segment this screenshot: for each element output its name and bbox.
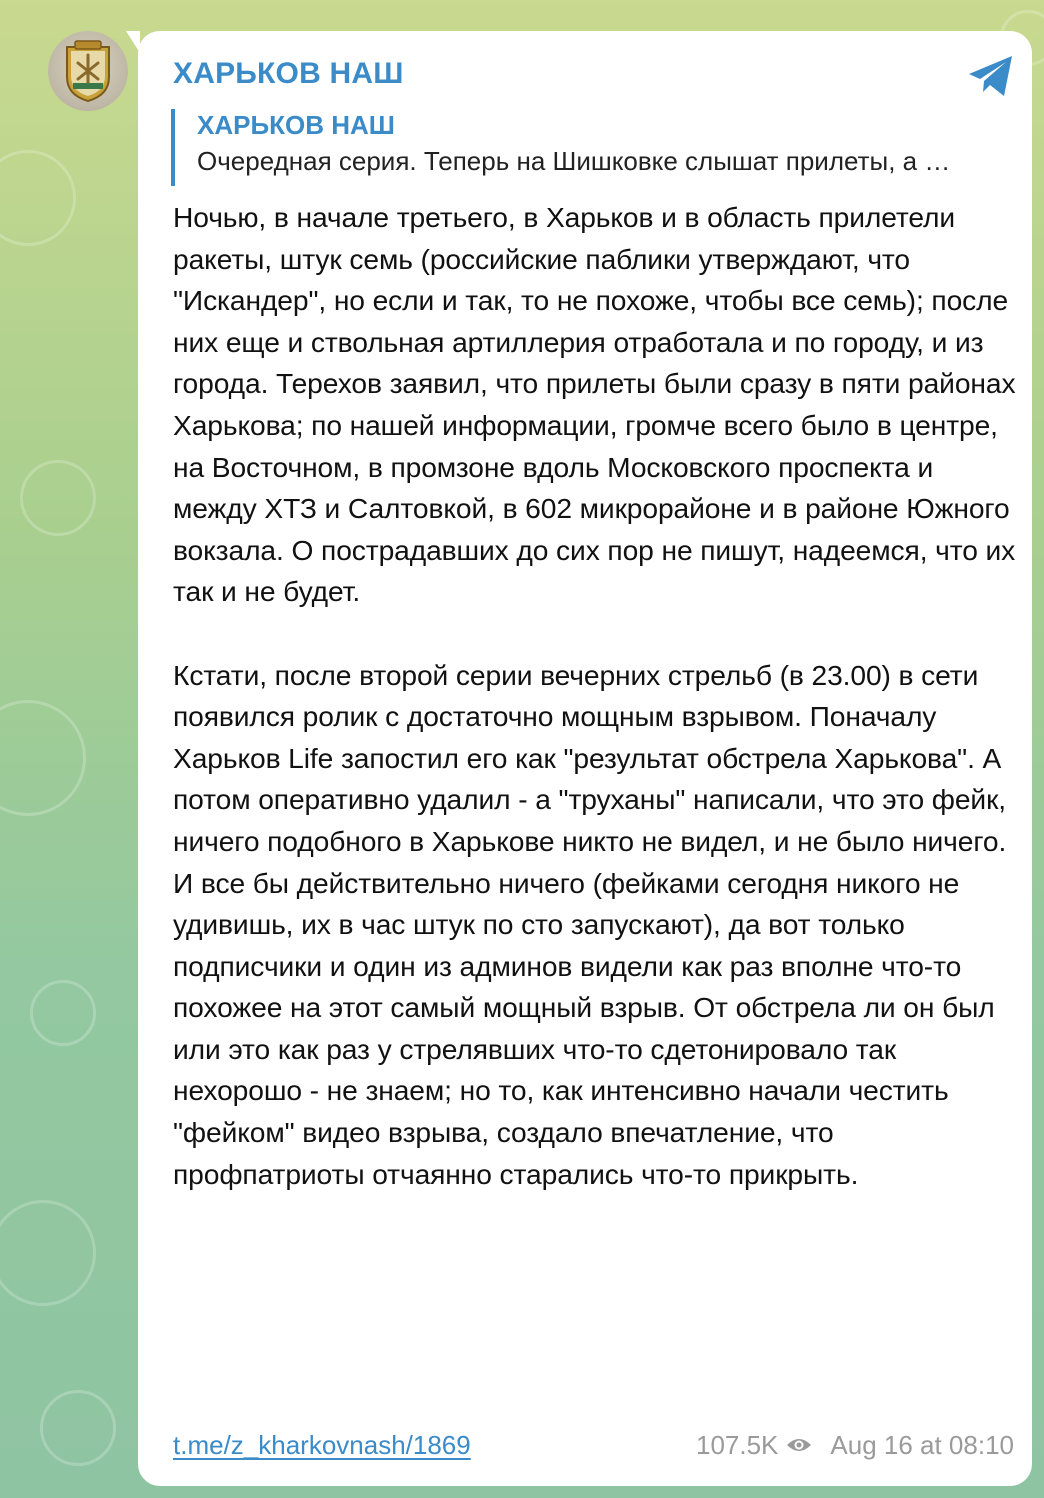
view-count: 107.5K (695, 1430, 779, 1460)
reply-preview: Очередная серия. Теперь на Шишковке слышат прилеты, а … (197, 146, 951, 176)
channel-name[interactable]: ХАРЬКОВ НАШ (173, 57, 404, 90)
channel-avatar[interactable] (48, 31, 128, 111)
message-body: Ночью, в начале третьего, в Харьков и в область прилетели ракеты, штук семь (российские паблики утверждают, что "Искандер", но если и так, то не похоже, чтобы все семь); после них еще и ствольная артиллерия отработала и по городу, и из города. Терехов заявил, что прилеты были сразу в пяти районах Харькова; по нашей информации, громче всего было в центре, на Восточном, в промзоне вдоль Московского проспекта и между ХТЗ и Салтовкой, в 602 микрорайоне и в районе Южного вокзала. О пострадавших до сих пор не пишут, надеемся, что их так и не будет. Кстати, после второй серии вечерних стрельб (в 23.00) в сети появился ролик с достаточно мощным взрывом. Поначалу Харьков Life запостил его как "результат обстрела Харькова". А потом оперативно удалил - а "труханы" написали, что это фейк, ничего подобного в Харькове никто не видел, и не было ничего. И все бы действительно ничего (фейками сегодня никого не удивишь, их в час штук по сто запускают), да вот только подписчики и один из админов видели как раз вполне что-то похожее на этот самый мощный взрыв. От обстрела ли он был или это как раз у стрелявших что-то сдетонировало так нехорошо - не знаем; но то, как интенсивно начали честить "фейком" видео взрыва, создало впечатление, что профпатриоты отчаянно старались что-то прикрыть. (173, 201, 1016, 1190)
coat-of-arms-icon (61, 39, 115, 103)
message-date: Aug 16 at 08:10 (830, 1430, 1014, 1460)
telegram-plane-icon[interactable] (966, 53, 1016, 99)
eye-icon (786, 1436, 812, 1454)
message-meta (696, 1425, 1014, 1465)
post-link[interactable]: t.me/z_kharkovnash/1869 (173, 1430, 471, 1460)
message-bubble (138, 31, 1032, 1486)
forwarded-reply[interactable] (171, 109, 1011, 186)
message-footer (173, 1425, 1014, 1465)
reply-author: ХАРЬКОВ НАШ (197, 110, 395, 140)
